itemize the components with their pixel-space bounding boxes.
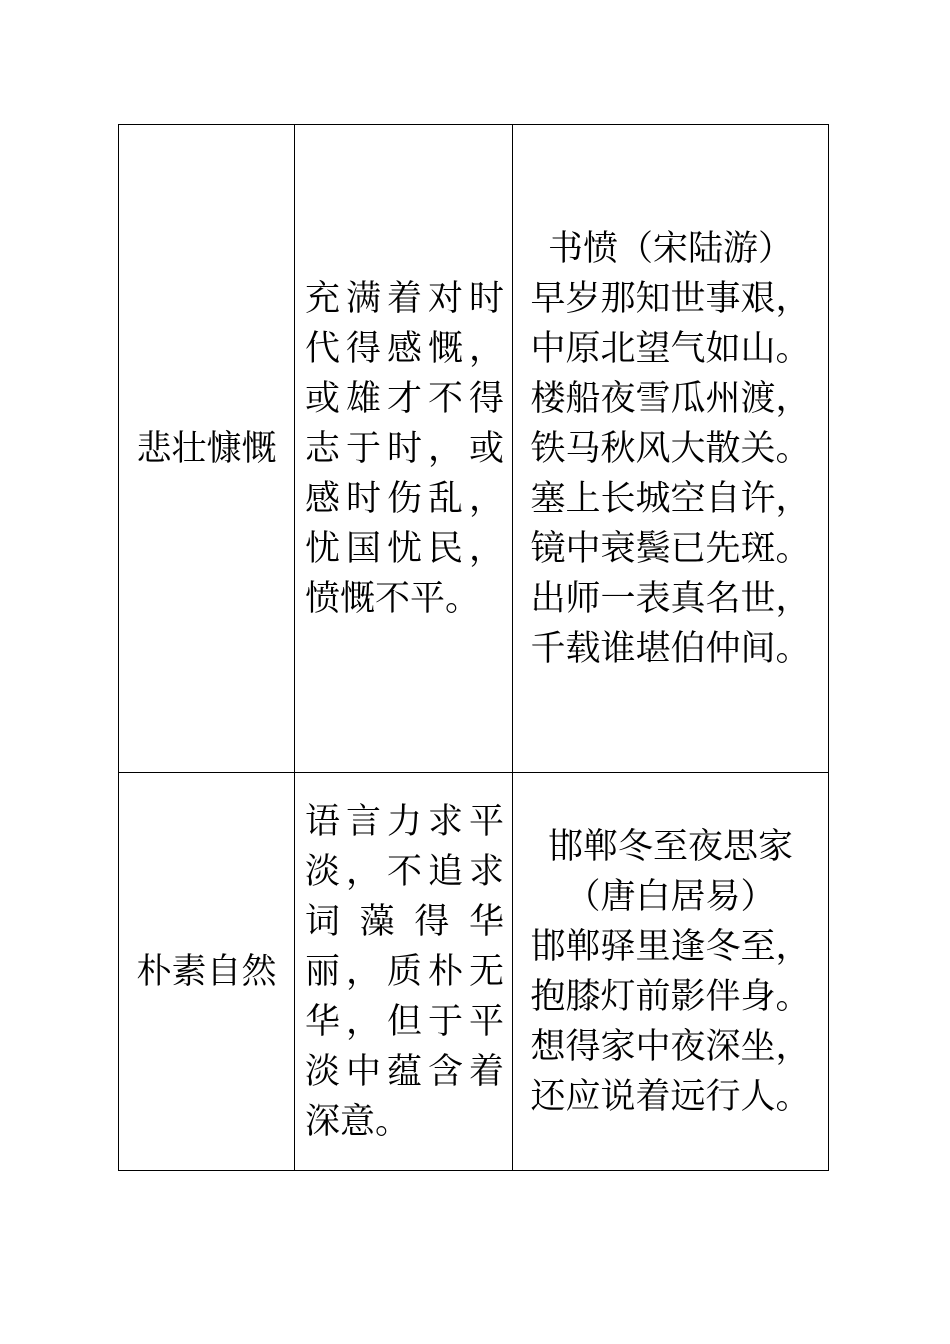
poem-line: 铁马秋风大散关。 (530, 428, 811, 469)
poem-line: 楼船夜雪瓜州渡， (530, 378, 811, 419)
poem-line: 塞上长城空自许， (530, 478, 811, 519)
style-description-cell: 充满着对时代得感慨，或雄才不得志于时，或感时伤乱，忧国忧民，愤慨不平。 (295, 125, 513, 773)
style-name-cell: 悲壮慷慨 (119, 125, 295, 773)
style-name-cell: 朴素自然 (119, 773, 295, 1171)
poetry-style-table (118, 124, 829, 1171)
table-row (119, 773, 829, 1171)
poem-line: 出师一表真名世， (530, 578, 811, 619)
example-poem-cell (513, 773, 829, 1171)
table-row (119, 125, 829, 773)
poem-line: 早岁那知世事艰， (530, 278, 811, 319)
example-poem-cell (513, 125, 829, 773)
poem-line: 还应说着远行人。 (530, 1076, 811, 1117)
poem-line: 镜中衰鬓已先斑。 (530, 528, 811, 569)
poem-line: 千载谁堪伯仲间。 (530, 628, 811, 669)
poem-line: 想得家中夜深坐， (530, 1026, 811, 1067)
poem-line: 邯郸驿里逢冬至， (530, 926, 811, 967)
poem-title: 邯郸冬至夜思家（唐白居易） (547, 826, 793, 917)
poem-line: 抱膝灯前影伴身。 (530, 976, 811, 1017)
poem-line: 中原北望气如山。 (530, 328, 811, 369)
poem-title: 书愤（宋陆游） (547, 228, 793, 269)
style-description-cell: 语言力求平淡，不追求词藻得华丽，质朴无华，但于平淡中蕴含着深意。 (295, 773, 513, 1171)
